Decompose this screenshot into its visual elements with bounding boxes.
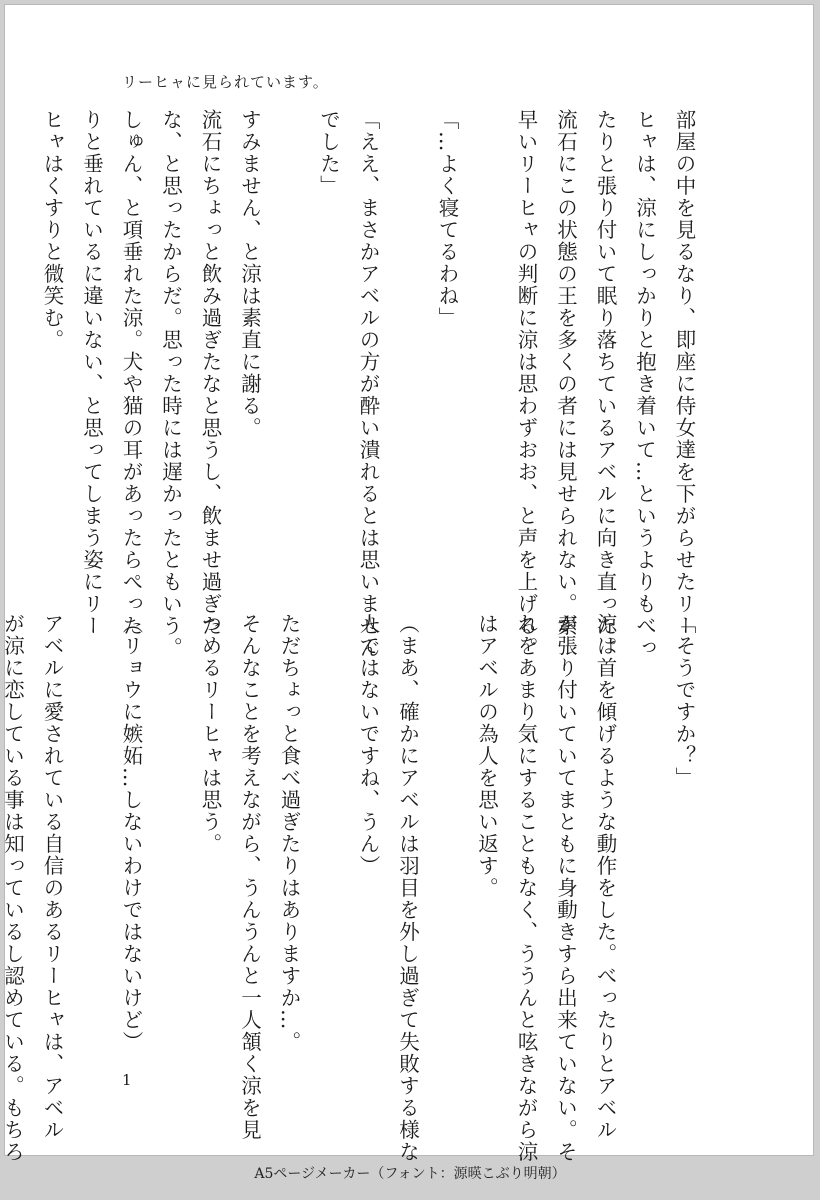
text-line (387, 109, 427, 591)
text-block-top (40, 109, 703, 659)
text-line (427, 613, 467, 1083)
text-line (269, 109, 309, 591)
text-line (308, 613, 348, 1083)
text-line: れをあまり気にすることもなく、ううんと呟きながら涼 (514, 613, 538, 1163)
page-number: 1 (122, 1071, 132, 1089)
text-line: はアベルの為人を思い返す。 (474, 613, 499, 899)
text-line (466, 109, 506, 591)
text-line: 早いリーヒャの判断に涼は思わずおお、と声を上げる。 (514, 109, 538, 659)
footer-caption: A5ページメーカー（フォント：源暎こぶり明朝） (254, 1166, 566, 1182)
text-line: しゅん、と項垂れた涼。犬や猫の耳があったらぺった (119, 109, 143, 637)
text-line: アベルに愛されている自信のあるリーヒャは、アベル (40, 613, 64, 1141)
text-line: ヒャは、涼にしっかりと抱き着いて…というよりもべっ (632, 109, 657, 659)
text-line: たりと張り付いて眠り落ちているアベルに向き直った。 (593, 109, 617, 659)
text-line: ヒャはくすりと微笑む。 (40, 109, 64, 351)
text-line: な、と思ったからだ。思った時には遅かったともいう。 (158, 109, 183, 659)
text-line (150, 613, 190, 1083)
text-line: ただちょっと食べ過ぎたりはありますか…。 (277, 613, 301, 1053)
text-line (624, 613, 664, 1083)
text-line: 人ではないですね、うん） (356, 613, 380, 877)
manuscript-page (0, 4, 814, 1163)
text-line: が涼に恋している事は知っているし認めている。もちろ (0, 613, 25, 1163)
text-line: そんなことを考えながら、うんうんと一人頷く涼を見 (237, 613, 262, 1141)
text-line (0, 109, 32, 591)
page-header: リーヒャに見られています。 (122, 73, 329, 91)
text-line: （まあ、確かにアベルは羽目を外し過ぎて失敗する様な (395, 613, 420, 1163)
text-line: 「ええ、まさかアベルの方が酔い潰れるとは思いません (356, 109, 380, 659)
text-line: でした」 (316, 109, 341, 197)
text-line: 「そうですか？」 (672, 613, 696, 789)
text-line: が張り付いていてまともに身動きすら出来ていない。そ (553, 613, 578, 1163)
text-line: すみません、と涼は素直に謝る。 (237, 109, 262, 439)
text-line: 「…よく寝てるわね」 (435, 109, 459, 329)
text-block-bottom (0, 613, 703, 1163)
text-line: 部屋の中を見るなり、即座に侍女達を下がらせたリー (672, 109, 696, 637)
text-line: 流石にこの状態の王を多くの者には見せられない。素 (553, 109, 578, 637)
text-line: 流石にちょっと飲み過ぎたなと思うし、飲ませ過ぎた (198, 109, 222, 637)
text-line (71, 613, 111, 1083)
text-line: りと垂れているに違いない、と思ってしまう姿にリー (79, 109, 104, 637)
text-line: （リョウに嫉妬…しないわけではないけど） (119, 613, 143, 1053)
text-line: 涼は首を傾げるような動作をした。べったりとアベル (593, 613, 617, 1141)
text-line: つめるリーヒャは思う。 (198, 613, 222, 855)
